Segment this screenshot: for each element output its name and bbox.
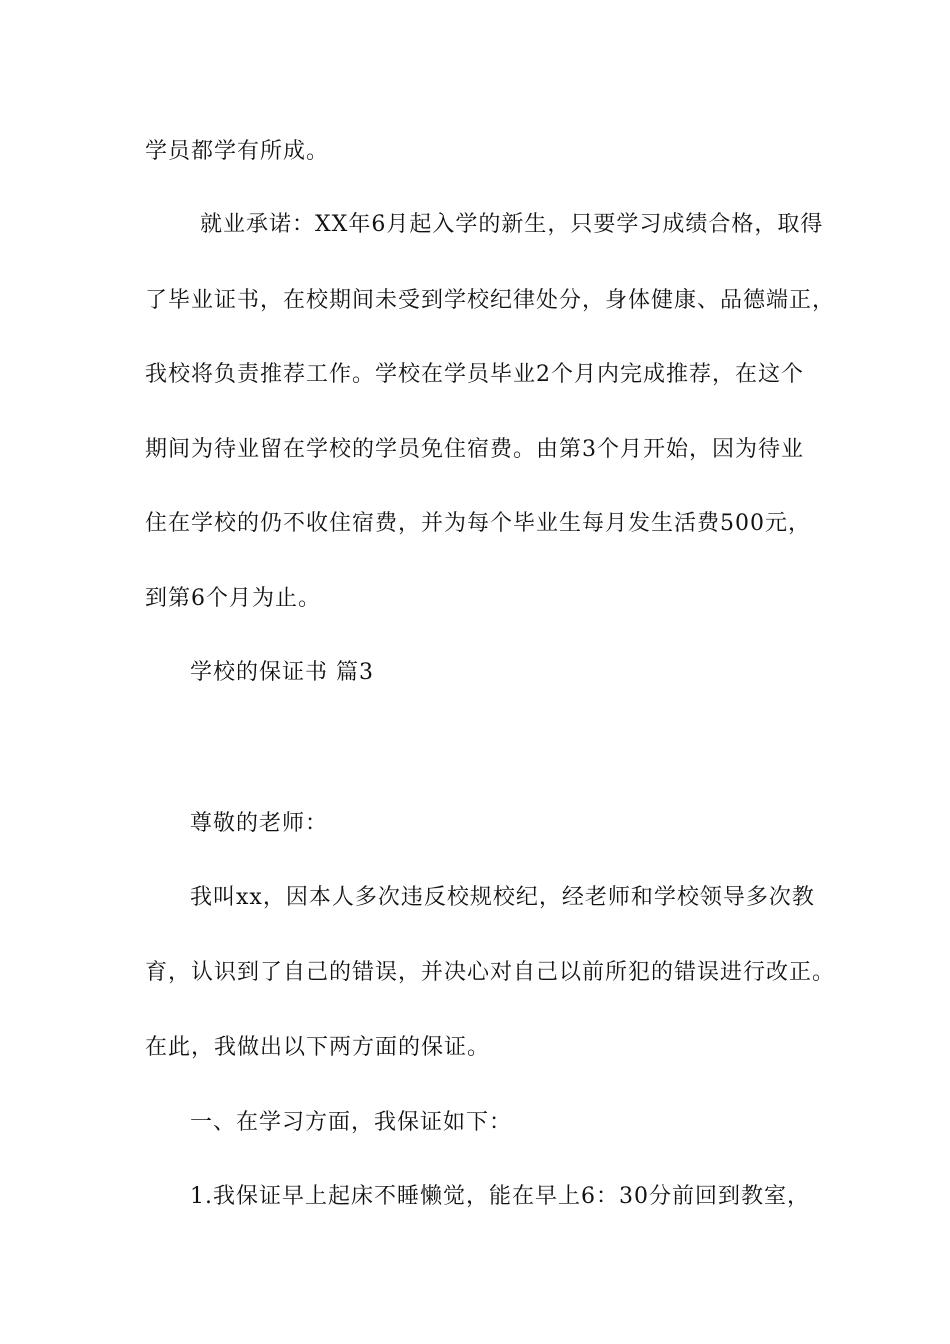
list-item: 1.我保证早上起床不睡懒觉，能在早上6：30分前回到教室， bbox=[190, 1184, 810, 1209]
paragraph-line: 育，认识到了自己的错误，并决心对自己以前所犯的错误进行改正。 bbox=[145, 960, 836, 985]
paragraph-line: 在此，我做出以下两方面的保证。 bbox=[145, 1035, 491, 1060]
paragraph-line: 我叫xx，因本人多次违反校规校纪，经老师和学校领导多次教 bbox=[190, 885, 815, 910]
paragraph-line: 学员都学有所成。 bbox=[145, 139, 330, 164]
paragraph-line: 了毕业证书，在校期间未受到学校纪律处分，身体健康、品德端正， bbox=[145, 288, 836, 313]
paragraph-line: 就业承诺：XX年6月起入学的新生，只要学习成绩合格，取得 bbox=[200, 212, 824, 237]
paragraph-line: 我校将负责推荐工作。学校在学员毕业2个月内完成推荐，在这个 bbox=[145, 362, 804, 387]
salutation: 尊敬的老师： bbox=[190, 811, 329, 836]
list-heading: 一、在学习方面，我保证如下： bbox=[190, 1110, 513, 1135]
section-heading: 学校的保证书 篇3 bbox=[190, 660, 374, 685]
paragraph-line: 住在学校的仍不收住宿费，并为每个毕业生每月发生活费500元， bbox=[145, 511, 811, 536]
paragraph-line: 到第6个月为止。 bbox=[145, 586, 321, 611]
paragraph-line: 期间为待业留在学校的学员免住宿费。由第3个月开始，因为待业 bbox=[145, 437, 804, 462]
